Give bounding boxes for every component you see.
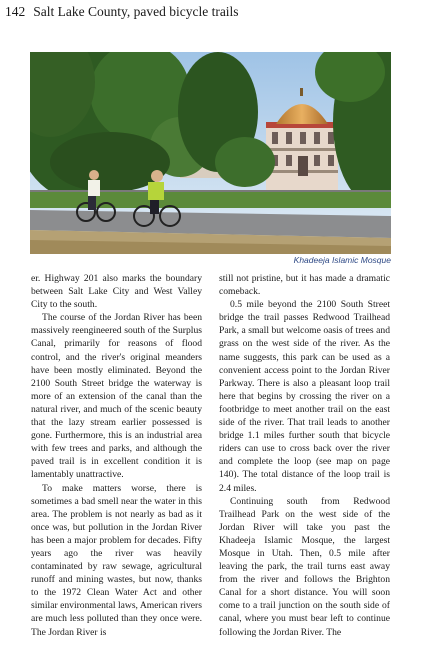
text-column-right <box>219 272 390 639</box>
paragraph: Continuing south from Redwood Trailhead Park on the west side of the Jordan River will take you past the Khadeeja Islamic Mosque, the largest Mosque in Utah. Then, 0.5 mile after leaving the park, the trail turns east away from the river and follows the Brighton Canal for a short distance. You will soon come to a trail junction on the south side of canal, where you must bear left to continue following the Jordan River. The <box>219 495 390 638</box>
photo-caption: Khadeeja Islamic Mosque <box>293 255 391 265</box>
running-title: Salt Lake County, paved bicycle trails <box>33 4 239 19</box>
paragraph: still not pristine, but it has made a dramatic comeback. <box>219 273 390 298</box>
paragraph: To make matters worse, there is sometimes a bad smell near the water in this area. The problem is not nearly as bad as it once was, but pollution in the Jordan River has been a major problem for decades. Fifty years ago the river was heavily contaminated by raw sewage, agricultural runoff and mining wastes, but now, thanks to the 1972 Clean Water Act and other similar environmental laws, American rivers are much less polluted than they once were. The Jordan River is <box>31 482 202 638</box>
text-column-left <box>31 272 202 639</box>
running-header <box>5 4 239 20</box>
paragraph: 0.5 mile beyond the 2100 South Street bridge the trail passes Redwood Trailhead Park, a small but welcome oasis of trees and grass on the west side of the river. As the name suggests, this park can be used as a convenient access point to the Jordan River Parkway. There is also a pleasant loop trail here that begins by crossing the river on a footbridge to meet another trail on the east side of the river. That trail leads to another bridge 1.1 miles further south that bicycle riders can use to cross back over the river and complete the loop (see map on page 140). The total distance of the loop trail is 2.4 miles. <box>219 299 390 494</box>
paragraph: The course of the Jordan River has been massively reengineered south of the Surplus Canal, primarily for reasons of flood control, and the river's original meanders have been mostly eliminated. Beyond the 2100 South Street bridge the waterway is more of an extension of the canal than the natural river, and much of the scenic beauty that the lazy stream earlier possessed is gone. Furthermore, this is an industrial area with few trees and parks, and although the paved trail is in excellent condition it is lamentably unattractive. <box>31 312 202 481</box>
mosque-photo <box>30 52 391 254</box>
page-number: 142 <box>5 4 26 19</box>
paragraph: er. Highway 201 also marks the boundary between Salt Lake City and West Valley City to the south. <box>31 273 202 311</box>
